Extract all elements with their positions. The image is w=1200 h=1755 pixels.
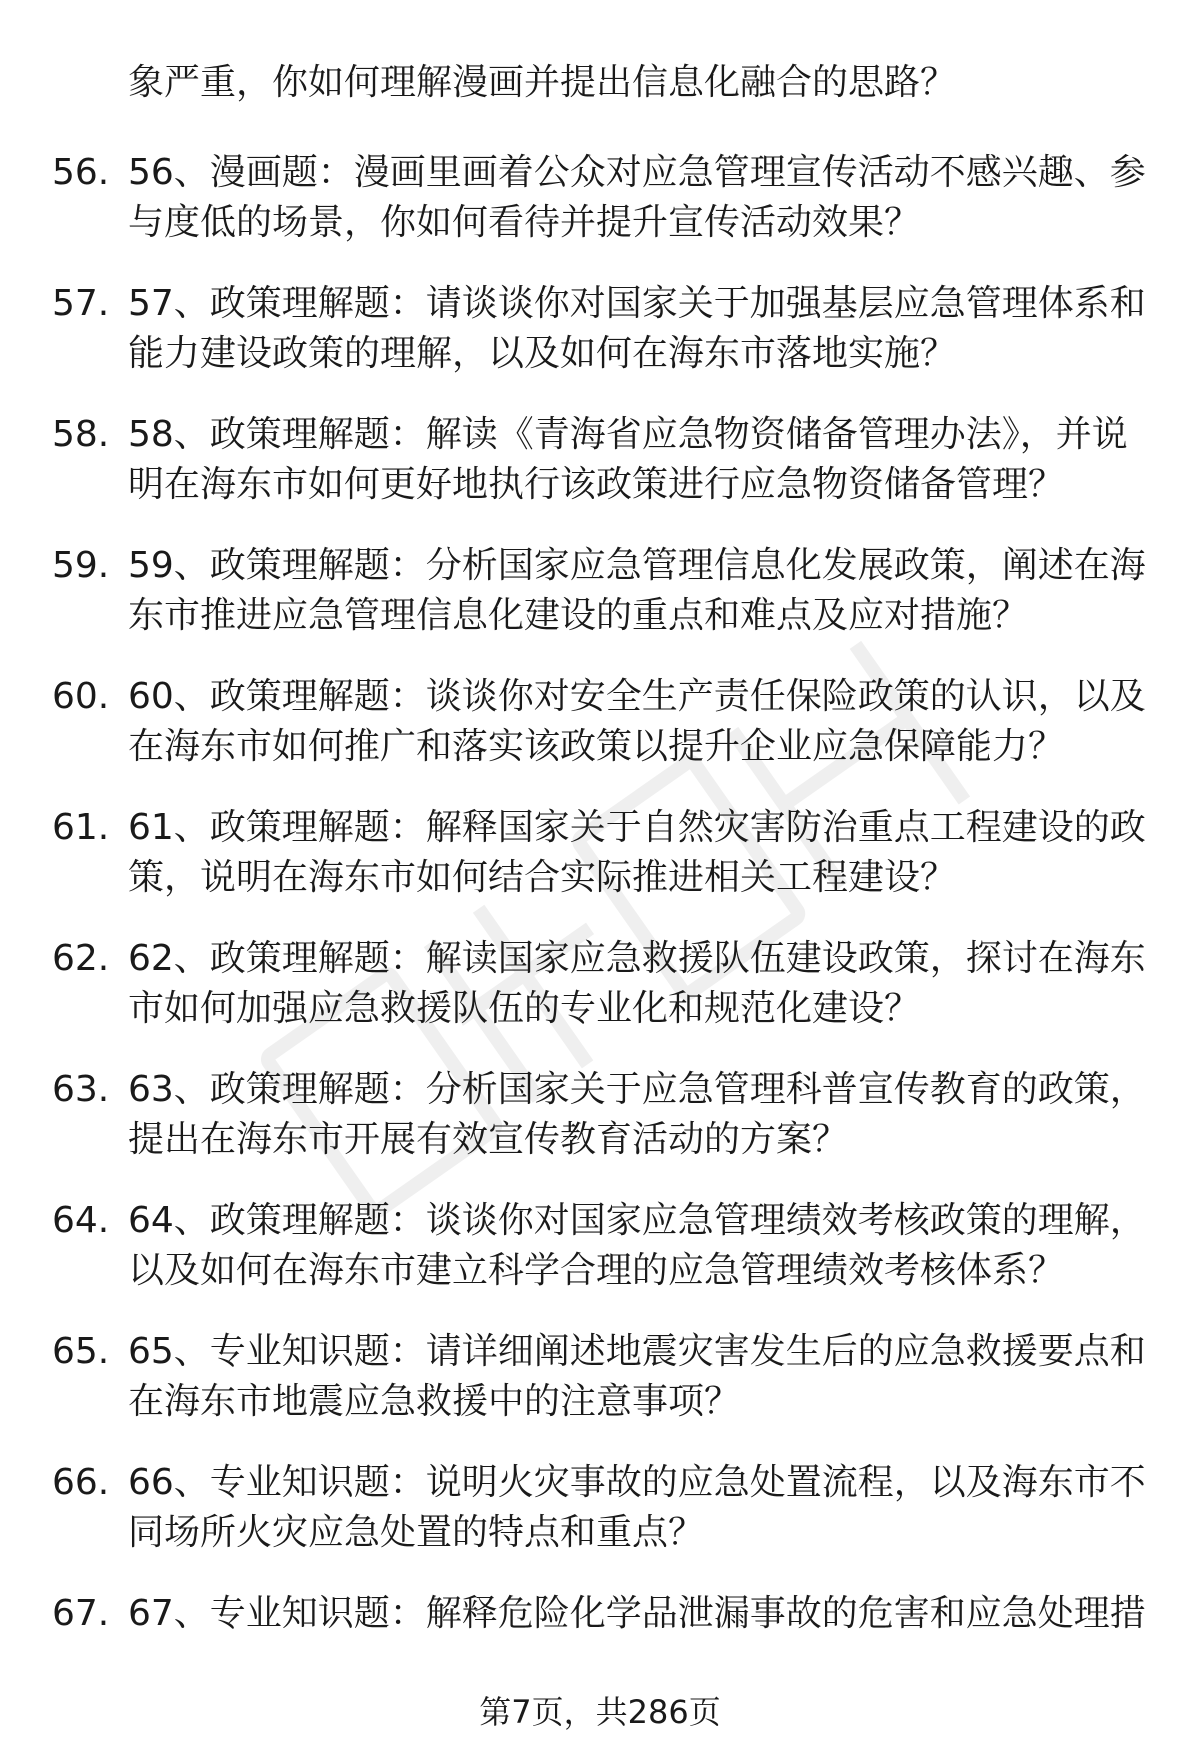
question-item bbox=[0, 934, 1200, 1065]
question-line: 与度低的场景，你如何看待并提升宣传活动效果？ bbox=[128, 202, 921, 243]
question-item bbox=[0, 672, 1200, 803]
question-line: 58、政策理解题：解读《青海省应急物资储备管理办法》，并说 bbox=[128, 414, 1128, 455]
question-line: 59、政策理解题：分析国家应急管理信息化发展政策，阐述在海 bbox=[128, 545, 1146, 586]
question-line: 能力建设政策的理解，以及如何在海东市落地实施？ bbox=[128, 333, 957, 374]
question-item bbox=[0, 541, 1200, 672]
question-number: 61. bbox=[52, 807, 110, 848]
question-number: 59. bbox=[52, 545, 110, 586]
question-number: 58. bbox=[52, 414, 110, 455]
question-line: 63、政策理解题：分析国家关于应急管理科普宣传教育的政策， bbox=[128, 1069, 1146, 1110]
question-line: 64、政策理解题：谈谈你对国家应急管理绩效考核政策的理解， bbox=[128, 1200, 1146, 1241]
question-text bbox=[128, 148, 1148, 248]
question-line: 在海东市地震应急救援中的注意事项？ bbox=[128, 1381, 741, 1422]
question-item bbox=[0, 410, 1200, 541]
question-text bbox=[128, 1589, 1148, 1639]
question-line: 明在海东市如何更好地执行该政策进行应急物资储备管理？ bbox=[128, 464, 1065, 505]
question-line: 57、政策理解题：请谈谈你对国家关于加强基层应急管理体系和 bbox=[128, 283, 1146, 324]
question-line: 61、政策理解题：解释国家关于自然灾害防治重点工程建设的政 bbox=[128, 807, 1146, 848]
question-item bbox=[0, 279, 1200, 410]
question-item bbox=[0, 1196, 1200, 1327]
question-text bbox=[128, 1196, 1148, 1296]
question-item bbox=[0, 1065, 1200, 1196]
question-line: 东市推进应急管理信息化建设的重点和难点及应对措施？ bbox=[128, 595, 1029, 636]
question-text bbox=[128, 1458, 1148, 1558]
question-number: 67. bbox=[52, 1593, 110, 1634]
question-text bbox=[128, 279, 1148, 379]
question-number: 62. bbox=[52, 938, 110, 979]
question-number: 56. bbox=[52, 152, 110, 193]
question-text bbox=[128, 672, 1148, 772]
question-number: 66. bbox=[52, 1462, 110, 1503]
question-number: 60. bbox=[52, 676, 110, 717]
question-line: 62、政策理解题：解读国家应急救援队伍建设政策，探讨在海东 bbox=[128, 938, 1146, 979]
question-line: 65、专业知识题：请详细阐述地震灾害发生后的应急救援要点和 bbox=[128, 1331, 1146, 1372]
question-number: 64. bbox=[52, 1200, 110, 1241]
question-item bbox=[0, 1327, 1200, 1458]
page-footer: 第7页，共286页 bbox=[479, 1693, 721, 1731]
question-line: 同场所火灾应急处置的特点和重点？ bbox=[128, 1512, 705, 1553]
question-text bbox=[128, 541, 1148, 641]
question-line: 在海东市如何推广和落实该政策以提升企业应急保障能力？ bbox=[128, 726, 1065, 767]
question-line: 市如何加强应急救援队伍的专业化和规范化建设？ bbox=[128, 988, 921, 1029]
question-number: 65. bbox=[52, 1331, 110, 1372]
question-text bbox=[128, 803, 1148, 903]
question-list bbox=[0, 148, 1200, 1720]
question-number: 57. bbox=[52, 283, 110, 324]
continuation-text: 象严重，你如何理解漫画并提出信息化融合的思路？ bbox=[128, 62, 957, 103]
question-item bbox=[0, 803, 1200, 934]
question-line: 56、漫画题：漫画里画着公众对应急管理宣传活动不感兴趣、参 bbox=[128, 152, 1146, 193]
question-line: 以及如何在海东市建立科学合理的应急管理绩效考核体系？ bbox=[128, 1250, 1065, 1291]
question-line: 66、专业知识题：说明火灾事故的应急处置流程，以及海东市不 bbox=[128, 1462, 1146, 1503]
question-line: 提出在海东市开展有效宣传教育活动的方案？ bbox=[128, 1119, 849, 1160]
question-text bbox=[128, 934, 1148, 1034]
question-text bbox=[128, 1065, 1148, 1165]
question-text bbox=[128, 1327, 1148, 1427]
question-line: 67、专业知识题：解释危险化学品泄漏事故的危害和应急处理措 bbox=[128, 1593, 1146, 1634]
question-item bbox=[0, 148, 1200, 279]
question-item bbox=[0, 1458, 1200, 1589]
question-line: 策，说明在海东市如何结合实际推进相关工程建设？ bbox=[128, 857, 957, 898]
question-number: 63. bbox=[52, 1069, 110, 1110]
question-line: 60、政策理解题：谈谈你对安全生产责任保险政策的认识，以及 bbox=[128, 676, 1146, 717]
question-text bbox=[128, 410, 1148, 510]
